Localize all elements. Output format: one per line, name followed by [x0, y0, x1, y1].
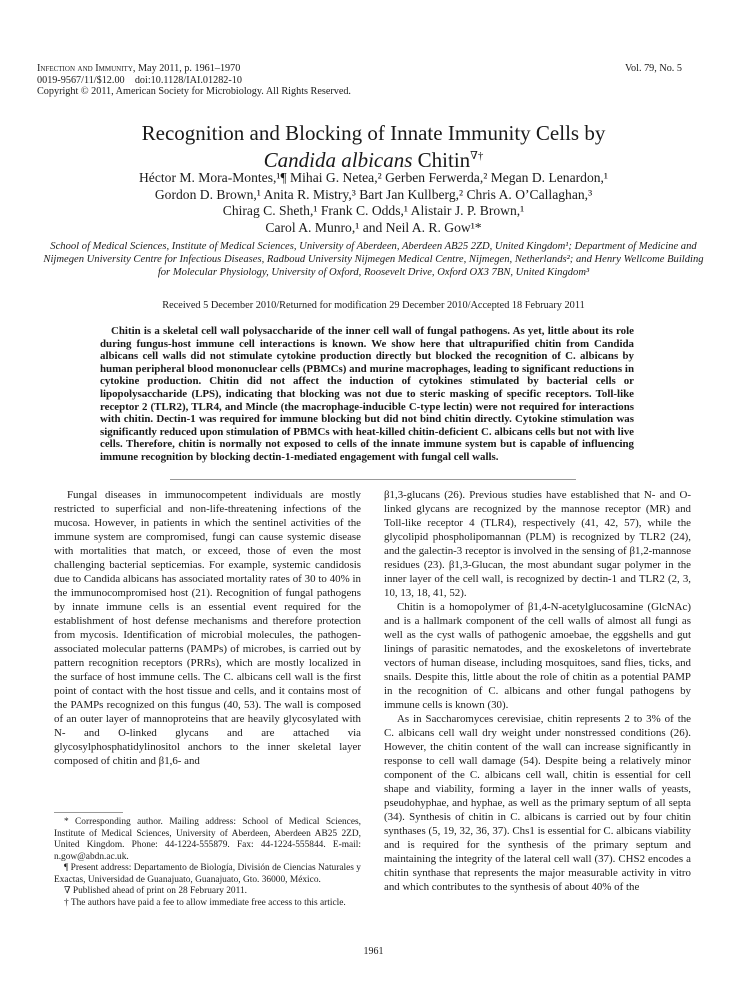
- author-line-2: Gordon D. Brown,¹ Anita R. Mistry,³ Bart Jan Kullberg,² Chris A. O’Callaghan,³: [154, 186, 593, 202]
- journal-name: Infection and Immunity: [37, 63, 133, 74]
- footnote-corresponding: * Corresponding author. Mailing address: School of Medical Sciences, Institute of Medical Sciences, University of Aberdeen, Aberdeen AB25 2ZD, United Kingdom. Phone: 44-1224-555879. Fax: 44-1224-555844. E-mail: n.gow@abdn.ac.uk.: [54, 817, 361, 862]
- abstract: Chitin is a skeletal cell wall polysaccharide of the inner cell wall of fungal pathogens. As yet, little about its role during fungus-host immune cell interactions is known. We show here that ultrapurified chitin from Candida albicans cell walls did not stimulate cytokine production directly but blocked the recognition of C. albicans by human peripheral blood mononuclear cells (PBMCs) and murine macrophages, leading to significant reductions in cytokine production. Chitin did not affect the induction of cytokines stimulated by bacterial cells or lipopolysaccharide (LPS), indicating that blocking was not due to steric masking of specific receptors. Toll-like receptor 2 (TLR2), TLR4, and Mincle (the macrophage-inducible C-type lectin) were not required for interactions with chitin. Dectin-1 was required for immune blocking but did not bind chitin directly. Cytokine stimulation was significantly reduced upon stimulation of PBMCs with heat-killed chitin-deficient C. albicans cells but not with live cells. Therefore, chitin is normally not exposed to cells of the innate immune system but is capable of influencing immune recognition by blocking dectin-1-mediated engagement with fungal cell walls.: [100, 325, 634, 463]
- copyright-line: Copyright © 2011, American Society for Microbiology. All Rights Reserved.: [37, 86, 351, 97]
- journal-header: [37, 63, 351, 98]
- issue-info: , May 2011, p. 1961–1970: [132, 63, 241, 74]
- title-line-2: Chitin: [412, 148, 471, 172]
- body-paragraph: Chitin is a homopolymer of β1,4-N-acetylglucosamine (GlcNAc) and is a hallmark component of the cell walls of almost all fungi as well as the cyst walls of pathogenic amoebae, the eggshells and gut linings of parasitic nematodes, and the exoskeletons of invertebrate vectors of human disease, including mosquitoes, sand flies, ticks, and snails. Despite this, little about the role of chitin as a potential PAMP in the recognition of C. albicans and other fungal pathogens by immune cells is known (30).: [384, 601, 691, 711]
- author-line-1: Héctor M. Mora-Montes,¹¶ Mihai G. Netea,² Gerben Ferwerda,² Megan D. Lenardon,¹: [138, 170, 609, 185]
- abstract-divider: [170, 479, 576, 480]
- body-paragraph: β1,3-glucans (26). Previous studies have established that N- and O-linked glycans are recognized by the mannose receptor (MR) and Toll-like receptor 4 (TLR4), respectively (41, 42, 57), while the glycolipid phospholipomannan (PLM) is recognized by TLR2 (24), and the galectin-3 receptor is involved in the sensing of β1,2-mannose residues (23). β1,3-Glucan, the most abundant sugar polymer in the inner layer of the cell wall, is recognized by dectin-1 and TLR2 (2, 3, 10, 13, 18, 41, 52).: [384, 489, 691, 599]
- affiliations: School of Medical Sciences, Institute of Medical Sciences, University of Aberdeen, Aberdeen AB25 2ZD, United Kingdom¹; Department of Medicine and Nijmegen University Centre for Infectious Diseases, Radboud University Nijmegen Medical Centre, Nijmegen, Netherlands²; and Henry Wellcome Building for Molecular Physiology, University of Oxford, Roosevelt Drive, Oxford OX3 7BN, United Kingdom³: [43, 241, 704, 278]
- footnote-present-address: ¶ Present address: Departamento de Biología, División de Ciencias Naturales y Exactas, Universidad de Guanajuato, Guanajuato, Gto. 36000, México.: [54, 863, 361, 885]
- title-species: Candida albicans: [263, 148, 413, 172]
- footnote-published: ∇ Published ahead of print on 28 February 2011.: [64, 886, 247, 896]
- article-title: [0, 122, 747, 172]
- title-marks: ∇†: [470, 150, 484, 162]
- received-dates: Received 5 December 2010/Returned for modification 29 December 2010/Accepted 18 February 2011: [162, 300, 585, 311]
- author-list: [0, 170, 747, 236]
- doi-line: 0019-9567/11/$12.00 doi:10.1128/IAI.01282-10: [37, 74, 242, 86]
- footnotes: [54, 817, 361, 909]
- author-line-4: Carol A. Munro,¹ and Neil A. R. Gow¹*: [265, 219, 482, 235]
- body-paragraph: As in Saccharomyces cerevisiae, chitin represents 2 to 3% of the C. albicans cell wall dry weight under nonstressed conditions (26). However, the chitin content of the wall can increase significantly in response to cell wall damage (54). Despite being a relatively minor component of the C. albicans cell wall, chitin is essential for cell shape and viability, forming a layer in the inner walls of yeasts, pseudohyphae, and hyphae, as well as the primary septum of all septa (34). Synthesis of chitin in C. albicans is carried out by four chitin synthases (5, 19, 32, 36, 37). Chs1 is essential for C. albicans viability and is required for the synthesis of the primary septum and maintaining the integrity of the lateral cell wall (37). CHS2 encodes a chitin synthase that represents the major measurable activity in vitro and which contributes to the synthesis of about 40% of the: [384, 713, 691, 893]
- body-column-left: [54, 488, 361, 768]
- body-paragraph: Fungal diseases in immunocompetent individuals are mostly restricted to superficial and non-life-threatening infections of the mucosa. However, in patients in which the sentinel activities of the immune system are compromised, fungi can cause systemic disease with mortalities that match, or exceed, those of even the most challenging bacterial septicemias. For example, systemic candidosis due to Candida albicans has associated mortality rates of 30 to 40% in the immunocompromised host (21). Recognition of fungal pathogens by innate immune cells is an essential event required for the establishment of host defense mechanisms and therefore protection from mycosis. Identification of microbial molecules, the pathogen-associated molecular patterns (PAMPs) of microbes, is carried out by pattern recognition receptors (PRRs), which are mostly localized in the surface of host immune cells. The C. albicans cell wall is the first point of contact with the host tissue and cells, and it contains most of the PAMPs recognized on this fungus (40, 53). The wall is composed of an outer layer of mannoproteins that are heavily glycosylated with N- and O-linked glycans and are attached via glycosylphosphatidylinositol anchors to the inner skeletal layer composed of chitin and β1,6- and: [54, 489, 361, 767]
- page-number: 1961: [363, 946, 384, 957]
- title-line-1: Recognition and Blocking of Innate Immunity Cells by: [141, 121, 606, 145]
- volume-info: Vol. 79, No. 5: [625, 63, 682, 74]
- footnote-divider: [54, 812, 123, 813]
- author-line-3: Chirag C. Sheth,¹ Frank C. Odds,¹ Alistair J. P. Brown,¹: [222, 203, 525, 218]
- footnote-fee: † The authors have paid a fee to allow immediate free access to this article.: [64, 897, 346, 908]
- body-column-right: [384, 488, 691, 894]
